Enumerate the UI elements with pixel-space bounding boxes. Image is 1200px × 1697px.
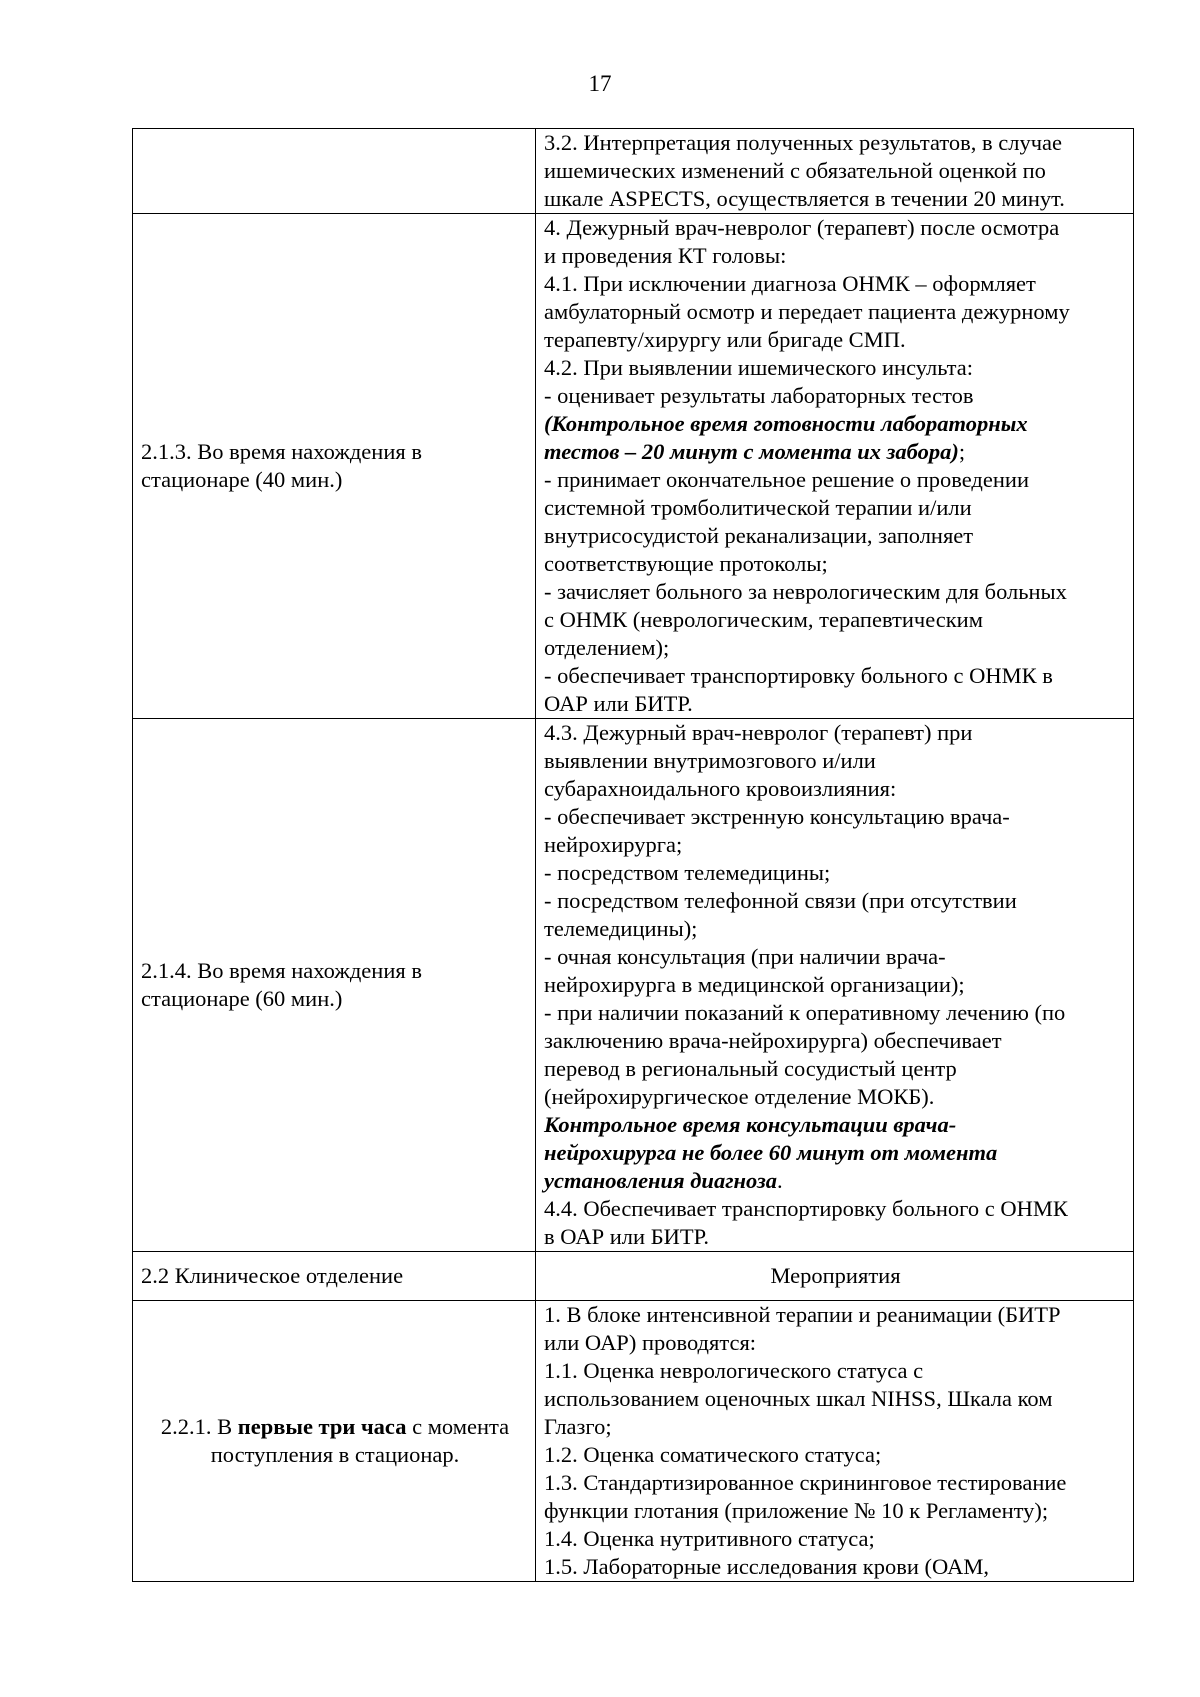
control-time-note: Контрольное время консультации врача- (544, 1112, 957, 1137)
text-line: или ОАР) проводятся: (544, 1330, 757, 1355)
text-line: 1.2. Оценка соматического статуса; (544, 1442, 882, 1467)
control-time-note: установления диагноза (544, 1168, 777, 1193)
control-time-note: тестов – 20 минут с момента их забора) (544, 439, 959, 464)
protocol-table (132, 128, 1134, 1582)
table-cell-actions (536, 214, 1134, 719)
text-line: - зачисляет больного за неврологическим для больных (544, 579, 1067, 604)
text-line: субарахноидального кровоизлияния: (544, 776, 897, 801)
text-line: 3.2. Интерпретация полученных результатов, в случае (544, 130, 1063, 155)
stage-label: поступления в стационар. (210, 1442, 460, 1467)
stage-label: 2.1.4. Во время нахождения в (141, 958, 422, 983)
text-line: нейрохирурга; (544, 832, 683, 857)
table-row (133, 1252, 1134, 1301)
stage-label: стационаре (40 мин.) (141, 467, 343, 492)
table-cell-actions (536, 719, 1134, 1252)
text-line: амбулаторный осмотр и передает пациента дежурному (544, 299, 1070, 324)
text-line: в ОАР или БИТР. (544, 1224, 709, 1249)
text-line: 4.3. Дежурный врач-невролог (терапевт) при (544, 720, 973, 745)
text-fragment: с момента (406, 1414, 510, 1439)
text-line: заключению врача-нейрохирурга) обеспечивает (544, 1028, 1002, 1053)
table-cell-stage (133, 719, 536, 1252)
text-line: - при наличии показаний к оперативному лечению (по (544, 1000, 1066, 1025)
text-line: использованием оценочных шкал NIHSS, Шкала ком (544, 1386, 1053, 1411)
table-cell-stage (133, 1301, 536, 1582)
control-time-note: нейрохирурга не более 60 минут от момента (544, 1140, 998, 1165)
text-line: нейрохирурга в медицинской организации); (544, 972, 965, 997)
column-heading-measures: Мероприятия (536, 1252, 1134, 1301)
text-line: 1. В блоке интенсивной терапии и реанимации (БИТР (544, 1302, 1061, 1327)
text-line: отделением); (544, 635, 670, 660)
text-line: 4.2. При выявлении ишемического инсульта: (544, 355, 973, 380)
table-cell-actions (536, 129, 1134, 214)
page-number: 17 (588, 71, 612, 96)
text-line: - очная консультация (при наличии врача- (544, 944, 946, 969)
text-line: перевод в региональный сосудистый центр (544, 1056, 957, 1081)
table-cell-actions (536, 1301, 1134, 1582)
text-line: - оценивает результаты лабораторных тестов (544, 383, 974, 408)
text-line: 4.1. При исключении диагноза ОНМК – оформляет (544, 271, 1036, 296)
emphasis-text: первые три часа (237, 1414, 407, 1439)
text-line: внутрисосудистой реканализации, заполняет (544, 523, 974, 548)
text-line: 1.4. Оценка нутритивного статуса; (544, 1526, 875, 1551)
text-line: - посредством телефонной связи (при отсутствии (544, 888, 1017, 913)
text-line: - посредством телемедицины; (544, 860, 831, 885)
table-cell-stage (133, 129, 536, 214)
text-fragment: 2.2.1. В (160, 1414, 238, 1439)
text-line: 4.4. Обеспечивает транспортировку больного с ОНМК (544, 1196, 1068, 1221)
table-cell-stage (133, 214, 536, 719)
text-line: 1.5. Лабораторные исследования крови (ОАМ, (544, 1554, 990, 1579)
text-line: - обеспечивает экстренную консультацию врача- (544, 804, 1010, 829)
text-line: 1.1. Оценка неврологического статуса с (544, 1358, 924, 1383)
table-row (133, 1301, 1134, 1582)
text-line: ишемических изменений с обязательной оценкой по (544, 158, 1046, 183)
text-line: функции глотания (приложение № 10 к Регламенту); (544, 1498, 1049, 1523)
text-line: 4. Дежурный врач-невролог (терапевт) после осмотра (544, 215, 1060, 240)
text-line: соответствующие протоколы; (544, 551, 828, 576)
table-row (133, 214, 1134, 719)
table-row (133, 129, 1134, 214)
text-line: ОАР или БИТР. (544, 691, 693, 716)
text-line: и проведения КТ головы: (544, 243, 787, 268)
stage-label: 2.1.3. Во время нахождения в (141, 439, 422, 464)
text-line: - принимает окончательное решение о проведении (544, 467, 1029, 492)
section-heading: 2.2 Клиническое отделение (133, 1252, 536, 1301)
control-time-note: (Контрольное время готовности лабораторных (544, 411, 1028, 436)
stage-label: стационаре (60 мин.) (141, 986, 343, 1011)
text-line: 1.3. Стандартизированное скрининговое тестирование (544, 1470, 1067, 1495)
text-line: Глазго; (544, 1414, 612, 1439)
text-line (544, 438, 1127, 466)
text-line: - обеспечивает транспортировку больного с ОНМК в (544, 663, 1053, 688)
text-line: терапевту/хирургу или бригаде СМП. (544, 327, 906, 352)
stage-label (141, 1413, 529, 1441)
text-line: системной тромболитической терапии и/или (544, 495, 972, 520)
text-line: шкале ASPECTS, осуществляется в течении 20 минут. (544, 186, 1065, 211)
text-line: телемедицины); (544, 916, 698, 941)
text-line: выявлении внутримозгового и/или (544, 748, 876, 773)
text-line: (нейрохирургическое отделение МОКБ). (544, 1084, 935, 1109)
text-line (544, 1167, 1127, 1195)
punctuation: ; (958, 439, 966, 464)
table-row (133, 719, 1134, 1252)
punctuation: . (776, 1168, 783, 1193)
text-line: с ОНМК (неврологическим, терапевтическим (544, 607, 983, 632)
